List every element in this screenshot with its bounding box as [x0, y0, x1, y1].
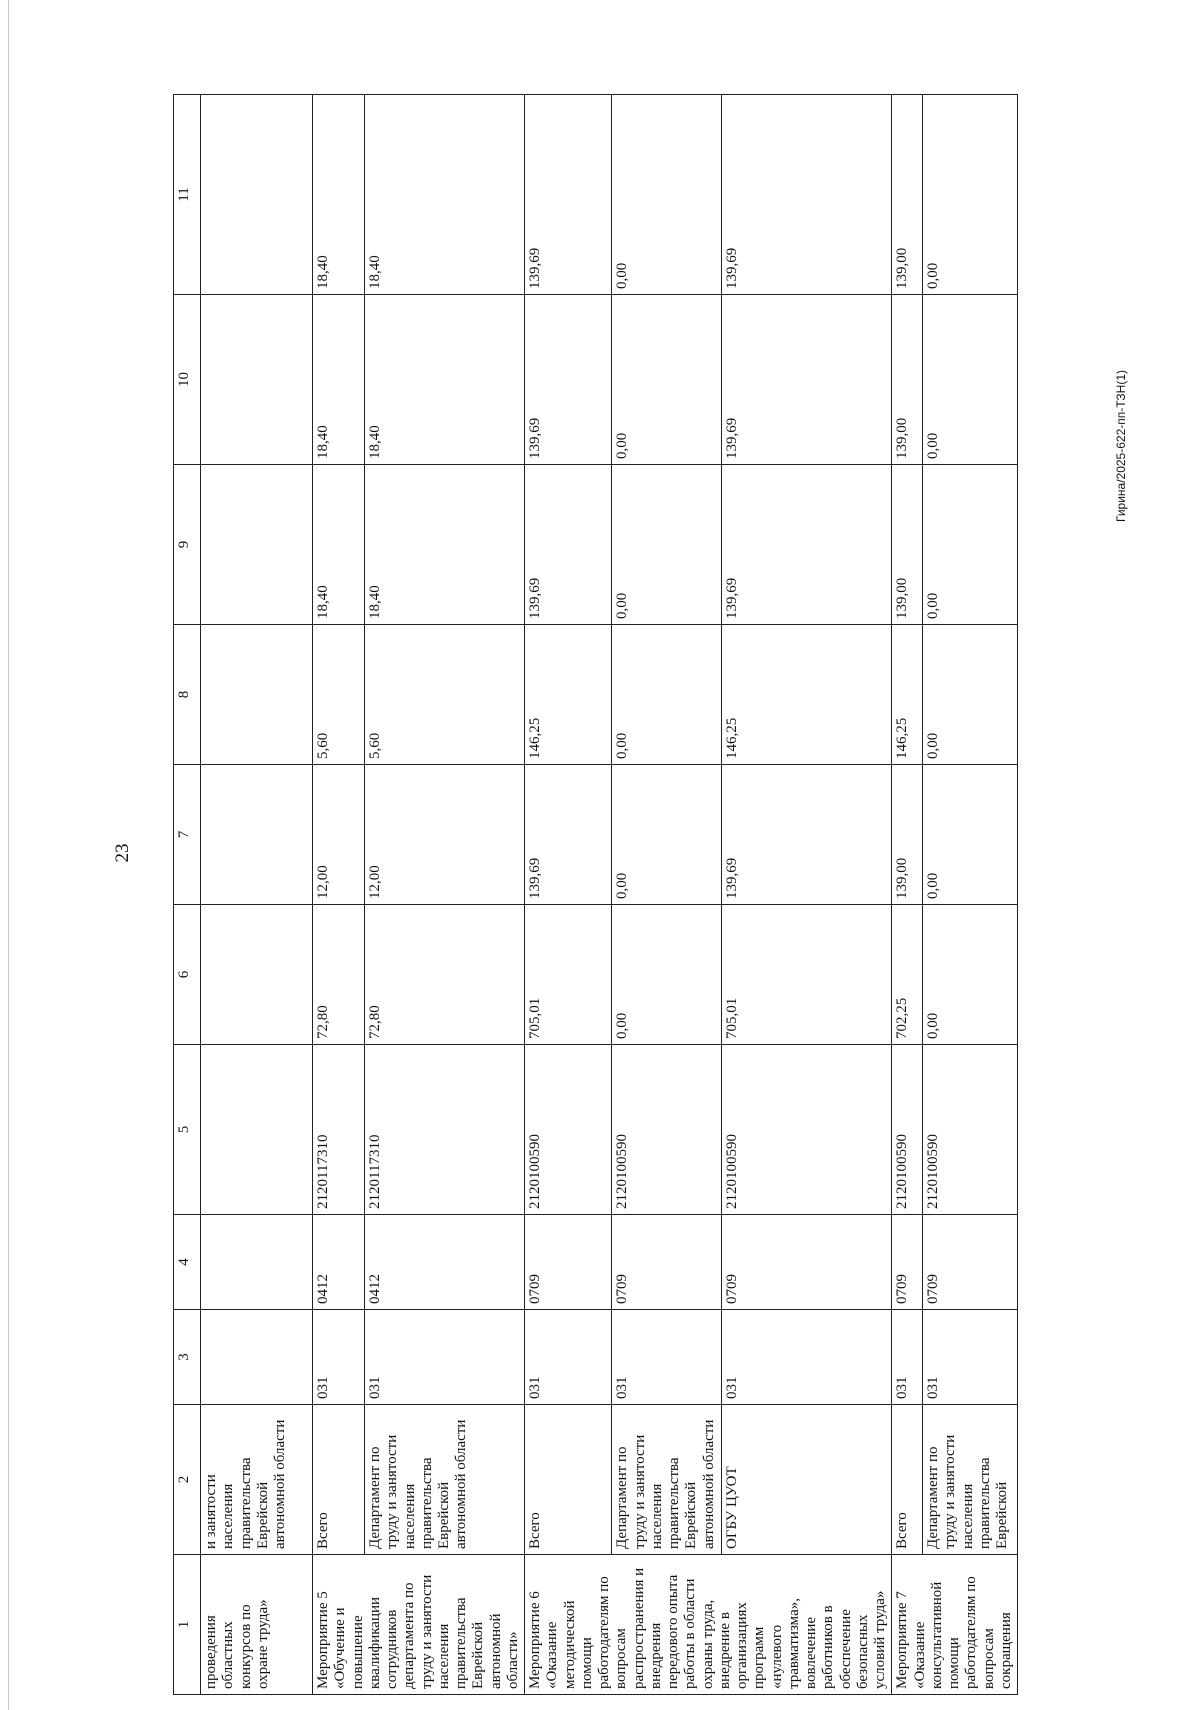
- year-cell: 18,40: [313, 95, 365, 295]
- year-cell: 12,00: [313, 765, 365, 905]
- csr-cell: 2120100590: [525, 1045, 612, 1215]
- column-number: 4: [174, 1215, 201, 1310]
- column-number: 3: [174, 1310, 201, 1405]
- scan-edge-line: [8, 0, 9, 1710]
- csr-cell: 2120100590: [892, 1045, 923, 1215]
- executor-cell: Департамент по труду и занятости населения правительства Еврейской автономной области: [612, 1405, 722, 1555]
- year-cell: 18,40: [365, 295, 525, 465]
- year-cell: 12,00: [365, 765, 525, 905]
- total-cell: 0,00: [923, 905, 1018, 1045]
- year-cell: 0,00: [923, 95, 1018, 295]
- executor-cell: Департамент по труду и занятости населения правительства Еврейской: [923, 1405, 1018, 1555]
- table-row: [722, 95, 892, 1695]
- rzpr-cell: 0709: [525, 1215, 612, 1310]
- year-cell: 0,00: [923, 765, 1018, 905]
- activity-title: Мероприятие 7: [894, 1591, 911, 1689]
- year-cell: 18,40: [313, 465, 365, 625]
- activity-cell: проведения областных конкурсов по охране труда»: [201, 1555, 313, 1695]
- total-cell: 705,01: [525, 905, 612, 1045]
- column-number: 1: [174, 1555, 201, 1695]
- table-row: [892, 95, 923, 1695]
- year-cell: 18,40: [365, 95, 525, 295]
- activity-description: «Обучение и повышение квалификации сотрудников департамента по труду и занятости населения правительства Еврейской автономной области»: [332, 1574, 521, 1689]
- rzpr-cell: 0709: [722, 1215, 892, 1310]
- year-cell: 146,25: [722, 625, 892, 765]
- grbs-cell: 031: [365, 1310, 525, 1405]
- rzpr-cell: 0412: [313, 1215, 365, 1310]
- year-cell: 139,69: [722, 295, 892, 465]
- csr-cell: 2120117310: [313, 1045, 365, 1215]
- grbs-cell: 031: [923, 1310, 1018, 1405]
- year-cell: 139,00: [892, 765, 923, 905]
- table-row: [923, 95, 1018, 1695]
- year-cell: 18,40: [365, 465, 525, 625]
- total-cell: 72,80: [313, 905, 365, 1045]
- column-number: 9: [174, 465, 201, 625]
- year-cell: 139,69: [525, 765, 612, 905]
- column-number: 6: [174, 905, 201, 1045]
- page-number: 23: [112, 843, 133, 863]
- grbs-cell: 031: [525, 1310, 612, 1405]
- grbs-cell: 031: [722, 1310, 892, 1405]
- activity-description: «Оказание консультативной помощи работодателям по вопросам сокращения: [911, 1576, 1014, 1689]
- budget-table-container: [173, 95, 1023, 1695]
- year-cell: 139,00: [892, 295, 923, 465]
- year-cell: 0,00: [923, 295, 1018, 465]
- rzpr-cell: 0709: [923, 1215, 1018, 1310]
- csr-cell: 2120117310: [365, 1045, 525, 1215]
- total-cell: 0,00: [612, 905, 722, 1045]
- csr-cell: 2120100590: [923, 1045, 1018, 1215]
- year-cell: 146,25: [525, 625, 612, 765]
- year-cell: 139,69: [525, 95, 612, 295]
- year-cell: 0,00: [612, 625, 722, 765]
- year-cell: 0,00: [923, 625, 1018, 765]
- year-cell: 0,00: [612, 765, 722, 905]
- rzpr-cell: 0709: [892, 1215, 923, 1310]
- year-cell: 5,60: [365, 625, 525, 765]
- activity-title: Мероприятие 6: [527, 1591, 543, 1689]
- year-cell: 139,00: [892, 465, 923, 625]
- column-number: 2: [174, 1405, 201, 1555]
- column-number-row: [174, 95, 201, 1695]
- activity-cell: [892, 1555, 1018, 1695]
- activity-description: «Оказание методической помощи работодателям по вопросам распространения и внедрения передового опыта работы в области охраны труда, внедрение в организациях программ «нулевого травматизма», вовлечение работников в обеспечение безопасных условий труда»: [544, 1567, 888, 1689]
- year-cell: 139,69: [525, 295, 612, 465]
- csr-cell: 2120100590: [722, 1045, 892, 1215]
- grbs-cell: 031: [313, 1310, 365, 1405]
- csr-cell: 2120100590: [612, 1045, 722, 1215]
- year-cell: 0,00: [612, 95, 722, 295]
- year-cell: 146,25: [892, 625, 923, 765]
- document-code: [1114, 369, 1128, 522]
- total-cell: 705,01: [722, 905, 892, 1045]
- year-cell: 139,00: [892, 95, 923, 295]
- year-cell: 139,69: [722, 765, 892, 905]
- rzpr-cell: 0709: [612, 1215, 722, 1310]
- table-row: [525, 95, 612, 1695]
- activity-cell: [525, 1555, 892, 1695]
- total-cell: 72,80: [365, 905, 525, 1045]
- column-number: 8: [174, 625, 201, 765]
- executor-cell: Всего: [313, 1405, 365, 1555]
- column-number: 5: [174, 1045, 201, 1215]
- column-number: 11: [174, 95, 201, 295]
- grbs-cell: 031: [892, 1310, 923, 1405]
- year-cell: 0,00: [612, 465, 722, 625]
- year-cell: 139,69: [722, 465, 892, 625]
- year-cell: 0,00: [612, 295, 722, 465]
- executor-cell: Всего: [892, 1405, 923, 1555]
- table-row: [313, 95, 365, 1695]
- year-cell: 5,60: [313, 625, 365, 765]
- activity-cell: [313, 1555, 525, 1695]
- table-row: [365, 95, 525, 1695]
- executor-cell: и занятости населения правительства Еврейской автономной области: [201, 1405, 313, 1555]
- continuation-row: [201, 95, 313, 1695]
- grbs-cell: 031: [612, 1310, 722, 1405]
- document-code-text: Гирина/2025-622-пп-ТЗН(1): [1114, 369, 1128, 522]
- executor-cell: Департамент по труду и занятости населения правительства Еврейской автономной области: [365, 1405, 525, 1555]
- total-cell: 702,25: [892, 905, 923, 1045]
- budget-table: [173, 94, 1018, 1695]
- column-number: 10: [174, 295, 201, 465]
- column-number: 7: [174, 765, 201, 905]
- year-cell: 0,00: [923, 465, 1018, 625]
- year-cell: 139,69: [525, 465, 612, 625]
- year-cell: 139,69: [722, 95, 892, 295]
- year-cell: 18,40: [313, 295, 365, 465]
- executor-cell: ОГБУ ЦУОТ: [722, 1405, 892, 1555]
- activity-title: Мероприятие 5: [315, 1591, 331, 1689]
- rzpr-cell: 0412: [365, 1215, 525, 1310]
- executor-cell: Всего: [525, 1405, 612, 1555]
- table-row: [612, 95, 722, 1695]
